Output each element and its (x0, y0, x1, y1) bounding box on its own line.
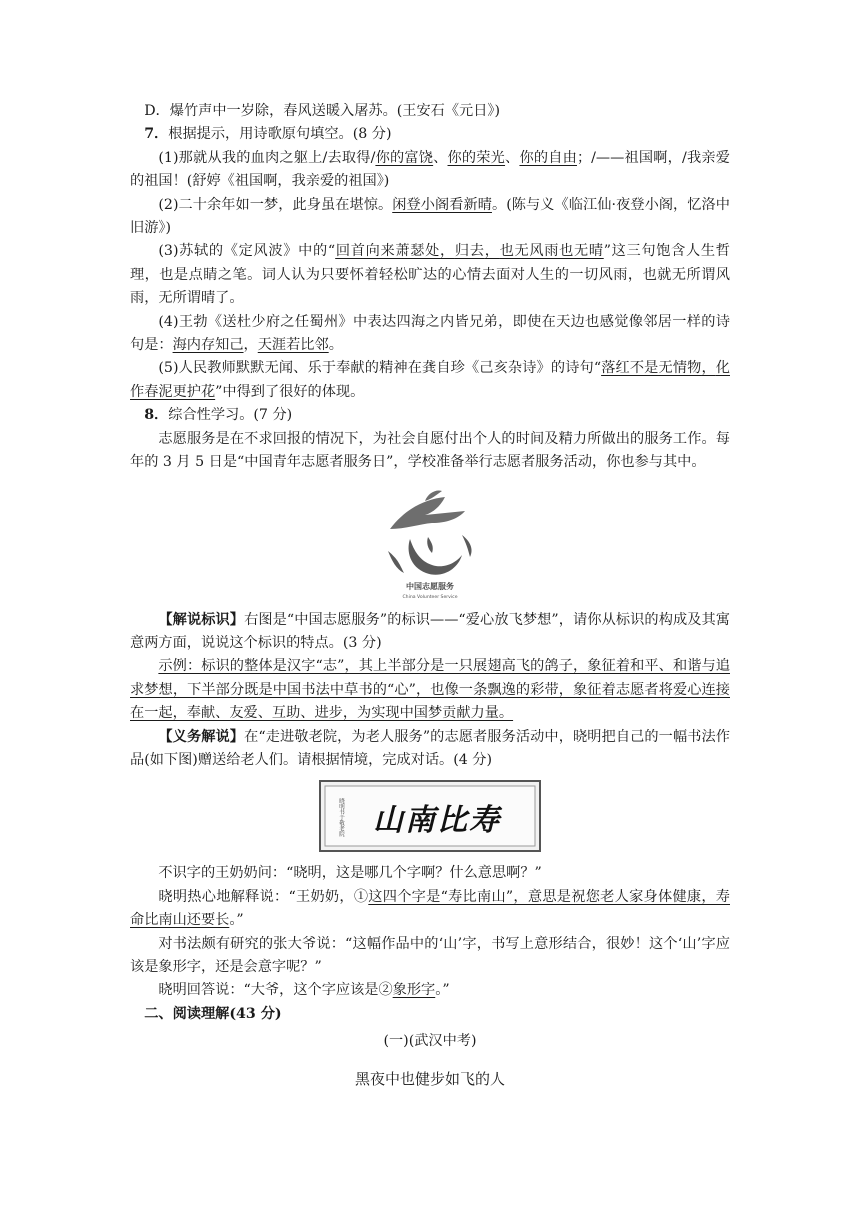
calligraphy-inscription: 晓明书于敬老院 (338, 798, 344, 837)
text: 晓明热心地解释说：“王奶奶，① (158, 888, 369, 905)
document-page (130, 100, 730, 1106)
text: 。(陈与义《临江仙·夜登小阁，忆洛中旧游》) (130, 196, 730, 237)
answer-blank: 你的荣光 (447, 149, 506, 166)
volunteer-logo (130, 489, 730, 601)
question-7-item-1 (130, 147, 730, 194)
text: ”中得到了很好的体现。 (215, 383, 365, 400)
text: ”这三句饱含人生哲理，也是点睛之笔。词人认为只要怀着轻松旷达的心情去面对人生的一切风雨，也就无所谓风雨，无所谓晴了。 (130, 243, 730, 307)
calligraphy-artwork (130, 780, 730, 852)
text: 晓明回答说：“大爷，这个字应该是② (158, 982, 393, 999)
question-7-heading (130, 123, 730, 146)
text: 。” (229, 912, 244, 929)
answer-blank: 归去 (454, 243, 485, 260)
answer-blank: 化作春泥更护花 (130, 360, 730, 400)
dialogue-line-4 (130, 979, 730, 1002)
text: ， (243, 337, 258, 354)
question-7-item-5 (130, 357, 730, 404)
answer-blank: 落红不是无情物 (601, 360, 702, 377)
question-8-number: 8． (144, 407, 169, 424)
calligraphy-characters: 山南比寿 (373, 803, 501, 839)
subsection-heading: (一)(武汉中考) (383, 1033, 477, 1050)
question-8-intro: 志愿服务是在不求回报的情况下，为社会自愿付出个人的时间及精力所做出的服务工作。每年的 3 月 5 日是“中国青年志愿者服务日”，学校准备举行志愿者服务活动，你也参与其中。 (130, 430, 730, 471)
text: ；/——祖国啊，/我亲爱的祖国！(舒婷《祖国啊，我亲爱的祖国》) (130, 149, 730, 190)
volunteer-logo-image (370, 489, 490, 601)
text: (5)人民教师默默无闻、乐于奉献的精神在龚自珍《己亥杂诗》的诗句“ (158, 360, 602, 377)
text: (3)苏轼的《定风波》中的“ (158, 243, 336, 260)
option-d: D．爆竹声中一岁除，春风送暖入屠苏。(王安石《元日》) (144, 103, 501, 119)
text: 、 (433, 149, 448, 166)
text: 、 (505, 149, 520, 166)
answer-blank: 象形字 (392, 982, 436, 999)
question-7-item-3 (130, 240, 730, 310)
explain-logo-answer: 示例：标识的整体是汉字“志”，其上半部分是一只展翅高飞的鸽子，象征着和平、和谐与追求梦想，下半部分既是中国书法中草书的“心”，也像一条飘逸的彩带，象征着志愿者将爱心连接在一起，奉献、友爱、互助、进步，为实现中国梦贡献力量。 (130, 658, 730, 722)
answer-blank: 也无风雨也无晴 (499, 243, 604, 260)
dialogue-line-2 (130, 886, 730, 933)
explain-logo-tag: 【解说标识】 (158, 611, 245, 628)
question-7-item-4 (130, 311, 730, 358)
answer-blank: 回首向来萧瑟处 (335, 243, 441, 260)
logo-cn-text: 中国志愿服务 (406, 581, 454, 591)
question-7-number: 7． (144, 126, 169, 143)
duty-explain-task (130, 726, 730, 773)
text: 。 (328, 337, 343, 354)
answer-blank: 海内存知己 (172, 337, 244, 354)
duty-explain-tag: 【义务解说】 (158, 728, 245, 745)
section-2-heading: 二、阅读理解(43 分) (144, 1005, 282, 1022)
text: ， (440, 243, 455, 260)
answer-blank: 闲登小阁看新晴 (392, 196, 492, 213)
calligraphy-image (319, 780, 541, 852)
question-7-text: 根据提示，用诗歌原句填空。(8 分) (168, 126, 392, 143)
text: 。” (435, 982, 450, 999)
text: (4)王勃《送杜少府之任蜀州》中表达四海之内皆兄弟，即使在天边也感觉像邻居一样的诗句是： (130, 313, 730, 354)
answer-blank: 这四个字是“寿比南山”，意思是祝您老人家身体健康，寿命比南山还要长 (130, 888, 730, 929)
text: ， (701, 360, 716, 377)
explain-logo-task (130, 609, 730, 656)
text: (2)二十余年如一梦，此身虽在堪惊。 (158, 196, 393, 213)
text: ， (484, 243, 500, 260)
question-8-heading (130, 404, 730, 427)
text: 在“走进敬老院，为老人服务”的志愿者服务活动中，晓明把自己的一幅书法作品(如下图)赠送给老人们。请根据情境，完成对话。(4 分) (130, 728, 730, 768)
dialogue-line-1: 不识字的王奶奶问：“晓明，这是哪几个字啊？什么意思啊？” (158, 865, 542, 882)
question-7-item-2 (130, 194, 730, 241)
dialogue-line-3: 对书法颇有研究的张大爷说：“这幅作品中的‘山’字，书写上意形结合，很妙！这个‘山’字应该是象形字，还是会意字呢？” (130, 935, 730, 975)
answer-blank: 天涯若比邻 (257, 337, 329, 354)
answer-blank: 你的自由 (519, 149, 577, 166)
answer-blank: 你的富饶 (375, 149, 434, 166)
text: (1)那就从我的血肉之躯上/去取得/ (158, 149, 376, 166)
logo-en-text: China Volunteer Service (402, 594, 458, 600)
text: 右图是“中国志愿服务”的标识——“爱心放飞梦想”，请你从标识的构成及其寓意两方面，说说这个标识的特点。(3 分) (130, 611, 730, 651)
article-title: 黑夜中也健步如飞的人 (354, 1069, 505, 1088)
question-8-text: 综合性学习。(7 分) (168, 407, 293, 424)
